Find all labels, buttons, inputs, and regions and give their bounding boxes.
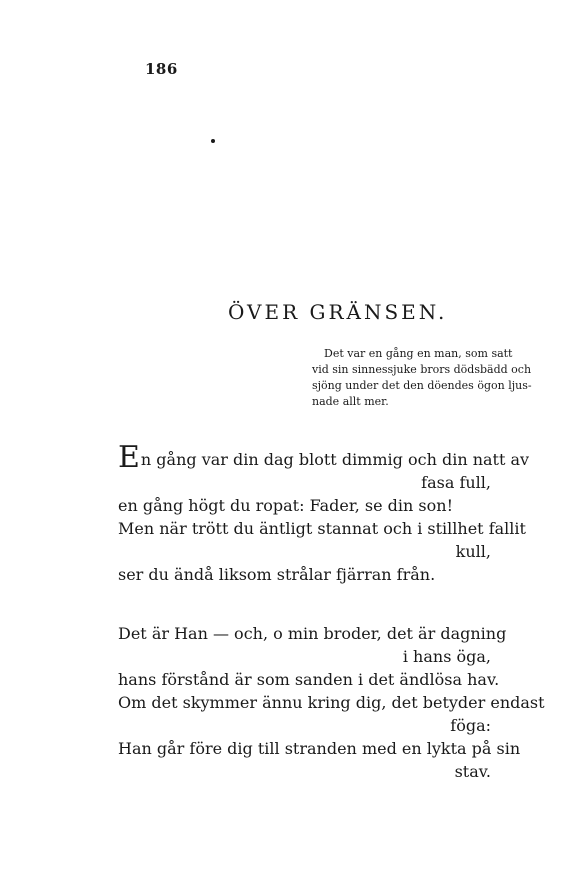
verse-text: n gång var din dag blott dimmig och din natt av [140, 450, 530, 469]
drop-cap: E [118, 440, 140, 475]
verse-continuation: föga: [450, 716, 491, 735]
verse-line: Det är Han — och, o min broder, det är dagning [118, 624, 507, 643]
epigraph-line: nade allt mer. [312, 395, 389, 408]
verse-continuation: kull, [455, 542, 491, 561]
verse-line: Men när trött du äntligt stannat och i stillhet fallit [118, 519, 526, 538]
stanza-1 [118, 440, 530, 586]
verse-continuation: stav. [454, 762, 491, 781]
verse-line: Han går före dig till stranden med en lykta på sin [118, 739, 521, 758]
verse-line: ser du ändå liksom strålar fjärran från. [118, 565, 436, 584]
ornament-dot [211, 139, 215, 143]
verse-line: en gång högt du ropat: Fader, se din son! [118, 496, 453, 515]
poem-title: ÖVER GRÄNSEN. [228, 300, 448, 324]
epigraph-line: Det var en gång en man, som satt [324, 347, 513, 360]
page-number: 186 [145, 60, 178, 78]
verse-continuation: i hans öga, [402, 647, 491, 666]
epigraph [312, 346, 537, 410]
epigraph-line: vid sin sinnessjuke brors dödsbädd och [312, 363, 532, 376]
stanza-2 [118, 622, 545, 783]
verse-line [118, 440, 530, 475]
epigraph-line: sjöng under det den döendes ögon ljus- [312, 379, 532, 392]
verse-continuation: fasa full, [421, 473, 491, 492]
verse-line: hans förstånd är som sanden i det ändlösa hav. [118, 670, 500, 689]
verse-line: Om det skymmer ännu kring dig, det betyder endast [118, 693, 545, 712]
